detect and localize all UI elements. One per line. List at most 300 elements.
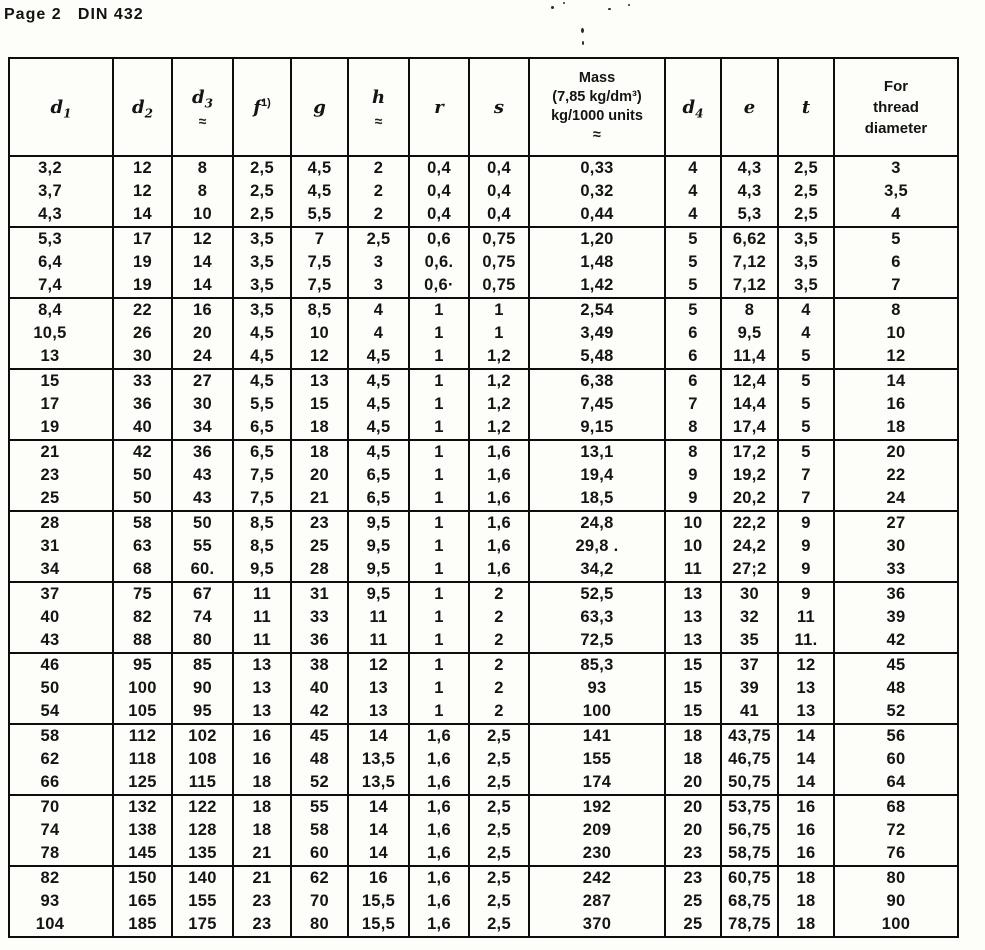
cell-value: 1,42 <box>580 276 614 294</box>
cell-value: 2,5 <box>487 892 511 910</box>
cell-value: 7,12 <box>732 253 767 271</box>
cell-f <box>233 298 291 369</box>
cell-value: 38 <box>310 656 329 674</box>
cell-value: 16 <box>886 395 906 413</box>
cell-t <box>778 866 834 937</box>
cell-value: 8 <box>197 159 208 177</box>
cell-value: 6,38 <box>580 372 614 390</box>
cell-h <box>348 511 409 582</box>
cell-value: 3,5 <box>250 301 274 319</box>
cell-g <box>291 866 348 937</box>
cell-value: 18 <box>252 821 272 839</box>
cell-s <box>469 369 529 440</box>
cell-value: 78 <box>40 844 60 862</box>
cell-value: 0,44 <box>580 205 614 223</box>
cell-value: 2 <box>494 585 504 603</box>
cell-value: 1 <box>494 324 504 342</box>
cell-value: 1 <box>434 443 444 461</box>
table-header-row <box>9 58 958 156</box>
cell-value: 5,3 <box>38 230 62 248</box>
cell-t <box>778 795 834 866</box>
cell-value: 43 <box>40 631 60 649</box>
cell-value: 3 <box>891 159 901 177</box>
cell-r <box>409 156 469 227</box>
col-header-symbol: $d_1$ <box>50 96 72 121</box>
cell-value: 3,49 <box>580 324 614 342</box>
cell-value: 14 <box>796 773 816 791</box>
cell-value: 16 <box>252 750 272 768</box>
cell-value: 7,12 <box>732 276 767 294</box>
scan-speckle <box>608 8 611 10</box>
cell-value: 7,45 <box>580 395 614 413</box>
table-row-group-2 <box>9 227 958 298</box>
cell-value: 185 <box>128 915 157 933</box>
cell-value: 50 <box>133 466 152 484</box>
cell-r <box>409 298 469 369</box>
cell-value: 5 <box>801 418 811 436</box>
cell-thread <box>834 156 958 227</box>
cell-value: 15,5 <box>361 915 396 933</box>
cell-value: 115 <box>188 773 217 791</box>
cell-h <box>348 653 409 724</box>
cell-value: 2 <box>373 159 384 177</box>
cell-value: 5 <box>801 395 811 413</box>
cell-value: 22 <box>886 466 906 484</box>
cell-value: 2,5 <box>794 182 818 200</box>
cell-value: 28 <box>310 560 329 578</box>
cell-value: 10 <box>683 537 703 555</box>
cell-value: 13 <box>252 679 272 697</box>
cell-value: 37 <box>40 585 60 603</box>
cell-r <box>409 795 469 866</box>
cell-value: 0,75 <box>482 276 516 294</box>
cell-d2 <box>113 582 172 653</box>
cell-value: 242 <box>582 869 612 887</box>
cell-value: 68,75 <box>728 892 771 910</box>
cell-value: 1,6 <box>487 537 511 555</box>
cell-value: 6 <box>688 372 698 390</box>
cell-d3 <box>172 653 233 724</box>
cell-value: 1,2 <box>487 418 511 436</box>
cell-value: 13 <box>683 631 703 649</box>
cell-value: 1,6 <box>427 844 451 862</box>
table-row-group-8 <box>9 653 958 724</box>
table-row-group-5 <box>9 440 958 511</box>
cell-value: 7 <box>801 466 811 484</box>
cell-value: 31 <box>40 537 60 555</box>
cell-value: 34 <box>40 560 60 578</box>
cell-value: 230 <box>582 844 612 862</box>
col-header-line: (7,85 kg/dm³) <box>552 89 642 105</box>
cell-value: 5,5 <box>307 205 332 223</box>
cell-value: 62 <box>310 869 329 887</box>
cell-value: 1 <box>434 418 444 436</box>
cell-value: 1,48 <box>580 253 614 271</box>
cell-value: 78,75 <box>728 915 771 933</box>
cell-value: 150 <box>128 869 157 887</box>
cell-value: 3,2 <box>38 159 62 177</box>
cell-value: 9,5 <box>366 560 391 578</box>
cell-value: 21 <box>252 844 272 862</box>
cell-value: 2,5 <box>487 821 511 839</box>
cell-value: 2,5 <box>794 205 818 223</box>
cell-value: 1 <box>434 702 444 720</box>
cell-value: 72 <box>886 821 906 839</box>
cell-value: 10,5 <box>33 324 67 342</box>
col-header-line: kg/1000 units <box>551 108 643 124</box>
cell-value: 56,75 <box>728 821 771 839</box>
cell-value: 3 <box>373 253 384 271</box>
cell-value: 43 <box>193 489 212 507</box>
cell-value: 5,48 <box>580 347 614 365</box>
cell-value: 7 <box>688 395 698 413</box>
cell-d1 <box>9 724 113 795</box>
cell-d3 <box>172 582 233 653</box>
scan-speckle <box>581 28 584 33</box>
cell-value: 1 <box>434 347 444 365</box>
cell-value: 19,4 <box>580 466 614 484</box>
cell-r <box>409 227 469 298</box>
cell-value: 20 <box>683 798 703 816</box>
cell-s <box>469 795 529 866</box>
cell-value: 55 <box>193 537 212 555</box>
cell-value: 17 <box>40 395 60 413</box>
cell-value: 27;2 <box>732 560 767 578</box>
cell-value: 6,4 <box>38 253 62 271</box>
cell-value: 125 <box>128 773 157 791</box>
cell-value: 63,3 <box>580 608 614 626</box>
cell-value: 175 <box>188 915 217 933</box>
cell-value: 5 <box>688 230 698 248</box>
cell-value: 12 <box>886 347 906 365</box>
cell-e <box>721 298 778 369</box>
cell-value: 4,5 <box>366 418 391 436</box>
cell-value: 105 <box>128 702 157 720</box>
cell-value: 4 <box>688 205 698 223</box>
cell-h <box>348 582 409 653</box>
cell-value: 8 <box>688 443 698 461</box>
cell-value: 1 <box>434 585 444 603</box>
cell-s <box>469 511 529 582</box>
cell-value: 33 <box>886 560 906 578</box>
cell-value: 1,6 <box>427 727 451 745</box>
cell-value: 5,3 <box>737 205 762 223</box>
cell-g <box>291 724 348 795</box>
cell-value: 174 <box>582 773 612 791</box>
cell-value: 4 <box>801 301 811 319</box>
cell-value: 1 <box>434 679 444 697</box>
cell-s <box>469 866 529 937</box>
cell-value: 40 <box>40 608 60 626</box>
cell-value: 4,3 <box>737 182 762 200</box>
cell-value: 1,6 <box>427 869 451 887</box>
cell-value: 12 <box>310 347 329 365</box>
cell-value: 1 <box>434 395 444 413</box>
cell-value: 36 <box>193 443 212 461</box>
cell-value: 2,5 <box>250 159 274 177</box>
cell-value: 141 <box>582 727 612 745</box>
cell-value: 13 <box>369 702 388 720</box>
cell-h <box>348 298 409 369</box>
cell-d3 <box>172 369 233 440</box>
cell-value: 108 <box>188 750 217 768</box>
cell-value: 25 <box>310 537 329 555</box>
cell-value: 14 <box>369 844 388 862</box>
cell-thread <box>834 653 958 724</box>
col-header-d3 <box>172 58 233 156</box>
cell-d4 <box>665 298 721 369</box>
cell-value: 1,6 <box>427 915 451 933</box>
cell-d1 <box>9 440 113 511</box>
cell-value: 19,2 <box>732 466 767 484</box>
cell-value: 4 <box>373 324 384 342</box>
cell-value: 80 <box>310 915 329 933</box>
cell-value: 2,5 <box>794 159 818 177</box>
cell-value: 41 <box>740 702 759 720</box>
cell-value: 4 <box>801 324 811 342</box>
cell-value: 8,5 <box>250 514 274 532</box>
cell-s <box>469 227 529 298</box>
cell-d3 <box>172 298 233 369</box>
cell-value: 12 <box>369 656 388 674</box>
cell-value: 18 <box>886 418 906 436</box>
cell-value: 10 <box>193 205 212 223</box>
cell-value: 16 <box>252 727 272 745</box>
cell-d2 <box>113 369 172 440</box>
cell-value: 19 <box>133 276 152 294</box>
cell-value: 1,6 <box>487 443 511 461</box>
cell-value: 18 <box>796 892 816 910</box>
cell-value: 2,5 <box>487 773 511 791</box>
cell-value: 11 <box>252 631 272 649</box>
cell-t <box>778 156 834 227</box>
cell-value: 122 <box>188 798 217 816</box>
cell-value: 192 <box>582 798 612 816</box>
cell-e <box>721 440 778 511</box>
cell-value: 7,5 <box>307 276 332 294</box>
col-header-t <box>778 58 834 156</box>
cell-value: 4 <box>891 205 901 223</box>
cell-value: 7 <box>801 489 811 507</box>
cell-value: 39 <box>740 679 759 697</box>
cell-value: 1 <box>434 560 444 578</box>
cell-value: 1 <box>434 537 444 555</box>
cell-value: 0,4 <box>487 182 511 200</box>
cell-value: 13 <box>252 702 272 720</box>
cell-thread <box>834 227 958 298</box>
cell-r <box>409 866 469 937</box>
cell-value: 52,5 <box>580 585 614 603</box>
cell-value: 1 <box>434 372 444 390</box>
cell-value: 18 <box>796 869 816 887</box>
cell-value: 11 <box>252 585 272 603</box>
cell-value: 1,6 <box>427 798 451 816</box>
cell-value: 16 <box>369 869 388 887</box>
cell-value: 30 <box>133 347 152 365</box>
cell-value: 9 <box>688 489 698 507</box>
cell-value: 4,3 <box>38 205 62 223</box>
cell-value: 1,2 <box>487 372 511 390</box>
cell-value: 12 <box>193 230 212 248</box>
cell-value: 112 <box>128 727 157 745</box>
cell-value: 0,4 <box>487 205 511 223</box>
cell-value: 8 <box>688 418 698 436</box>
cell-value: 18 <box>310 443 329 461</box>
cell-h <box>348 724 409 795</box>
cell-d2 <box>113 795 172 866</box>
cell-g <box>291 795 348 866</box>
cell-thread <box>834 724 958 795</box>
cell-value: 3,5 <box>250 276 274 294</box>
cell-e <box>721 653 778 724</box>
cell-value: 1,6 <box>487 489 511 507</box>
cell-value: 48 <box>310 750 329 768</box>
cell-value: 23 <box>252 892 272 910</box>
cell-value: 102 <box>188 727 217 745</box>
col-header-line: ≈ <box>593 127 601 143</box>
cell-mass <box>529 369 665 440</box>
cell-value: 0,6 <box>427 230 451 248</box>
cell-value: 24,2 <box>732 537 767 555</box>
col-header-symbol: t <box>801 96 811 118</box>
cell-value: 1 <box>434 324 444 342</box>
cell-value: 14 <box>886 372 906 390</box>
cell-value: 33 <box>133 372 152 390</box>
cell-t <box>778 511 834 582</box>
cell-value: 140 <box>188 869 217 887</box>
cell-value: 4,5 <box>366 443 391 461</box>
cell-value: 2 <box>494 656 504 674</box>
cell-value: 3,5 <box>794 253 818 271</box>
cell-value: 11 <box>369 631 388 649</box>
cell-value: 15 <box>40 372 60 390</box>
cell-value: 60 <box>310 844 329 862</box>
cell-value: 42 <box>310 702 329 720</box>
cell-value: 24 <box>193 347 212 365</box>
cell-value: 22 <box>133 301 152 319</box>
cell-value: 5 <box>891 230 901 248</box>
cell-e <box>721 227 778 298</box>
cell-value: 10 <box>310 324 329 342</box>
cell-value: 1 <box>434 656 444 674</box>
cell-value: 1 <box>434 489 444 507</box>
cell-t <box>778 653 834 724</box>
cell-d1 <box>9 156 113 227</box>
cell-value: 13 <box>252 656 272 674</box>
cell-value: 23 <box>683 844 703 862</box>
cell-t <box>778 724 834 795</box>
cell-d4 <box>665 440 721 511</box>
cell-value: 42 <box>886 631 906 649</box>
cell-value: 2,5 <box>250 205 274 223</box>
cell-value: 50 <box>133 489 152 507</box>
cell-value: 0,32 <box>580 182 614 200</box>
cell-value: 72,5 <box>580 631 614 649</box>
cell-d3 <box>172 866 233 937</box>
cell-value: 6,5 <box>250 443 274 461</box>
cell-value: 2,5 <box>487 915 511 933</box>
cell-value: 40 <box>310 679 329 697</box>
cell-value: 36 <box>886 585 906 603</box>
cell-value: 100 <box>128 679 157 697</box>
cell-value: 18,5 <box>580 489 614 507</box>
col-header-d2 <box>113 58 172 156</box>
col-header-mass <box>529 58 665 156</box>
cell-value: 11 <box>252 608 272 626</box>
cell-thread <box>834 795 958 866</box>
cell-value: 15 <box>683 656 703 674</box>
cell-d1 <box>9 795 113 866</box>
cell-thread <box>834 369 958 440</box>
din-432-dimensions-table <box>8 57 959 938</box>
cell-value: 20 <box>683 821 703 839</box>
cell-thread <box>834 298 958 369</box>
cell-value: 19 <box>133 253 152 271</box>
cell-d2 <box>113 653 172 724</box>
cell-value: 24 <box>886 489 906 507</box>
cell-value: 20 <box>886 443 906 461</box>
cell-value: 54 <box>40 702 60 720</box>
cell-value: 7,5 <box>307 253 332 271</box>
cell-value: 24,8 <box>580 514 614 532</box>
cell-e <box>721 795 778 866</box>
cell-t <box>778 369 834 440</box>
cell-value: 9,5 <box>366 514 391 532</box>
cell-value: 4,3 <box>737 159 762 177</box>
cell-g <box>291 511 348 582</box>
cell-value: 80 <box>886 869 906 887</box>
cell-value: 37 <box>740 656 759 674</box>
cell-value: 15 <box>310 395 329 413</box>
table-row-group-4 <box>9 369 958 440</box>
cell-value: 4,5 <box>366 395 391 413</box>
scan-speckle <box>563 2 565 4</box>
cell-value: 8 <box>197 182 208 200</box>
cell-value: 8 <box>744 301 755 319</box>
cell-f <box>233 653 291 724</box>
cell-value: 7,5 <box>250 489 274 507</box>
cell-value: 132 <box>128 798 157 816</box>
cell-value: 6,5 <box>366 466 391 484</box>
cell-value: 5 <box>801 372 811 390</box>
cell-value: 0,75 <box>482 253 516 271</box>
cell-s <box>469 724 529 795</box>
cell-value: 7 <box>891 276 901 294</box>
cell-value: 4 <box>373 301 384 319</box>
cell-value: 63 <box>133 537 152 555</box>
cell-d1 <box>9 511 113 582</box>
cell-value: 33 <box>310 608 329 626</box>
cell-d3 <box>172 795 233 866</box>
cell-g <box>291 369 348 440</box>
cell-f <box>233 724 291 795</box>
cell-value: 16 <box>193 301 212 319</box>
cell-value: 13 <box>683 585 703 603</box>
cell-value: 9,15 <box>580 418 614 436</box>
cell-value: 1 <box>434 301 444 319</box>
cell-value: 135 <box>188 844 217 862</box>
cell-f <box>233 795 291 866</box>
col-header-line: Mass <box>578 70 616 86</box>
cell-value: 14 <box>796 727 816 745</box>
cell-value: 14 <box>369 821 388 839</box>
cell-value: 2,5 <box>250 182 274 200</box>
cell-f <box>233 440 291 511</box>
cell-value: 9 <box>801 585 811 603</box>
cell-value: 52 <box>310 773 329 791</box>
cell-value: 13 <box>796 702 816 720</box>
cell-value: 9 <box>688 466 698 484</box>
